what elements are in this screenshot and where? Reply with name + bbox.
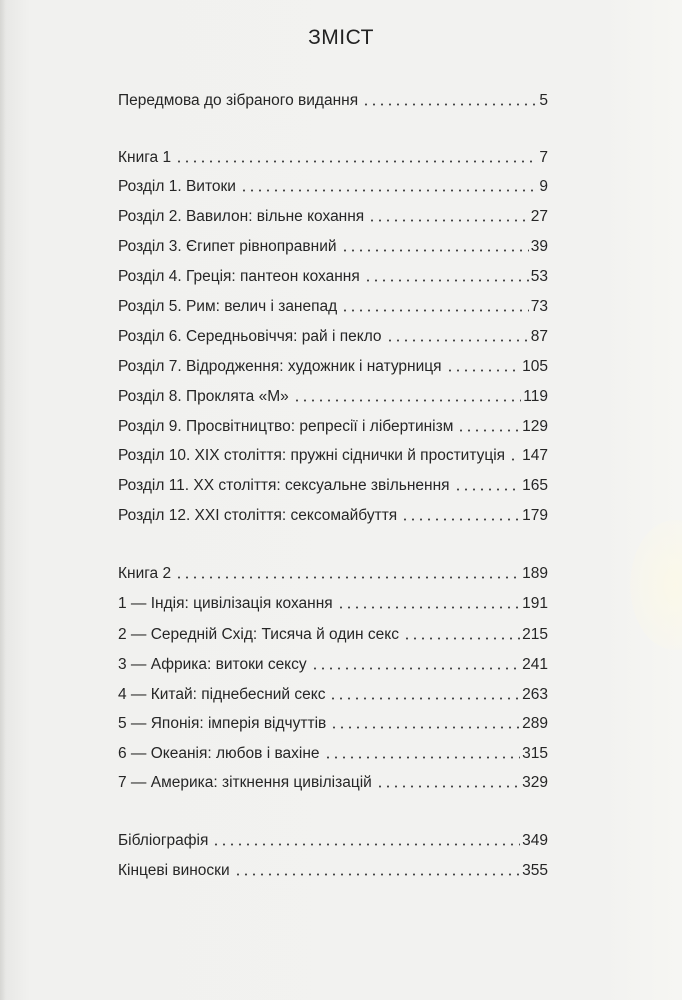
toc-entry-label: 3 — Африка: витоки сексу bbox=[118, 656, 307, 673]
dot-leader bbox=[509, 458, 520, 461]
toc-entry-label: 6 — Океанія: любов і вахіне bbox=[118, 745, 320, 762]
toc-entry-page: 53 bbox=[530, 268, 548, 285]
toc-entry bbox=[118, 294, 548, 316]
dot-leader bbox=[454, 488, 521, 491]
toc-entry bbox=[118, 741, 548, 763]
toc-entry bbox=[118, 384, 548, 406]
toc-entry-label: Розділ 12. XXI століття: сексомайбуття bbox=[118, 507, 398, 524]
dot-leader bbox=[457, 429, 520, 432]
dot-leader bbox=[386, 339, 529, 342]
toc-entry-label: 5 — Японія: імперія відчуттів bbox=[118, 715, 327, 732]
toc-entry-page: 7 bbox=[539, 149, 548, 166]
toc-entry-page: 87 bbox=[530, 328, 548, 345]
toc-entry bbox=[118, 770, 548, 792]
dot-leader bbox=[311, 667, 520, 670]
toc-entry-label: Розділ 8. Проклята «М» bbox=[118, 388, 289, 405]
dot-leader bbox=[234, 873, 521, 876]
toc-entry-label: Розділ 1. Витоки bbox=[118, 178, 236, 195]
toc-entry-label: Книга 2 bbox=[118, 565, 172, 582]
toc-entry-page: 147 bbox=[522, 447, 548, 464]
dot-leader bbox=[368, 219, 529, 222]
toc-entry-label: Розділ 6. Середньовіччя: рай і пекло bbox=[118, 328, 382, 345]
dot-leader bbox=[324, 756, 521, 759]
toc-entry-label: Книга 1 bbox=[118, 149, 172, 166]
toc-entry-page: 355 bbox=[522, 862, 548, 879]
dot-leader bbox=[446, 369, 521, 372]
toc-entry-page: 191 bbox=[522, 595, 548, 612]
dot-leader bbox=[212, 843, 520, 846]
toc-entry bbox=[118, 711, 548, 733]
toc-entry-page: 165 bbox=[522, 477, 548, 494]
toc-entry-page: 129 bbox=[522, 418, 548, 435]
dot-leader bbox=[401, 518, 520, 521]
dot-leader bbox=[293, 399, 522, 402]
toc-entry-page: 349 bbox=[522, 832, 548, 849]
toc-entry-label: 2 — Середній Схід: Тисяча й один секс bbox=[118, 626, 399, 643]
toc-entry bbox=[118, 234, 548, 256]
toc-entry bbox=[118, 591, 548, 613]
toc-entry bbox=[118, 858, 548, 880]
toc-entry bbox=[118, 561, 548, 583]
dot-leader bbox=[341, 249, 529, 252]
toc-entry-page: 39 bbox=[530, 238, 548, 255]
toc-entry-page: 27 bbox=[530, 208, 548, 225]
toc-entry bbox=[118, 682, 548, 704]
page-title: ЗМІСТ bbox=[308, 26, 374, 49]
toc-entry bbox=[118, 204, 548, 226]
toc-entry-page: 9 bbox=[539, 178, 548, 195]
dot-leader bbox=[329, 697, 520, 700]
toc-entry-label: Розділ 5. Рим: велич і занепад bbox=[118, 298, 338, 315]
toc-entry-page: 241 bbox=[522, 656, 548, 673]
dot-leader bbox=[175, 576, 520, 579]
dot-leader bbox=[364, 279, 529, 282]
toc-entry-label: 4 — Китай: піднебесний секс bbox=[118, 686, 326, 703]
dot-leader bbox=[240, 189, 537, 192]
toc-entry-label: 1 — Індія: цивілізація кохання bbox=[118, 595, 333, 612]
toc-entry-page: 73 bbox=[530, 298, 548, 315]
toc-entry bbox=[118, 354, 548, 376]
dot-leader bbox=[175, 160, 537, 163]
toc-entry-label: Розділ 10. XIX століття: пружні сіднички й проституція bbox=[118, 447, 506, 464]
toc-entry bbox=[118, 145, 548, 167]
toc-entry-label: Розділ 4. Греція: пантеон кохання bbox=[118, 268, 360, 285]
toc-entry-page: 179 bbox=[522, 507, 548, 524]
toc-entry-label: 7 — Америка: зіткнення цивілізацій bbox=[118, 774, 372, 791]
toc-entry-label: Розділ 9. Просвітництво: репресії і лібертинізм bbox=[118, 418, 454, 435]
dot-leader bbox=[403, 637, 520, 640]
toc-entry-label: Розділ 7. Відродження: художник і натурниця bbox=[118, 358, 442, 375]
toc-entry bbox=[118, 88, 548, 110]
toc-entry-page: 215 bbox=[522, 626, 548, 643]
dot-leader bbox=[341, 309, 529, 312]
toc-entry-page: 289 bbox=[522, 715, 548, 732]
toc-entry-label: Кінцеві виноски bbox=[118, 862, 230, 879]
toc-entry bbox=[118, 622, 548, 644]
dot-leader bbox=[337, 606, 520, 609]
dot-leader bbox=[376, 785, 520, 788]
toc-entry bbox=[118, 174, 548, 196]
toc-entry-label: Розділ 3. Єгипет рівноправний bbox=[118, 238, 337, 255]
toc-entry-page: 5 bbox=[539, 92, 548, 109]
toc-entry bbox=[118, 828, 548, 850]
toc-entry-label: Бібліографія bbox=[118, 832, 209, 849]
dot-leader bbox=[330, 726, 520, 729]
toc-entry bbox=[118, 652, 548, 674]
toc-entry bbox=[118, 264, 548, 286]
toc-entry-page: 189 bbox=[522, 565, 548, 582]
toc-entry bbox=[118, 443, 548, 465]
page-spine-shadow bbox=[0, 0, 6, 1000]
toc-entry bbox=[118, 473, 548, 495]
toc-entry-label: Розділ 2. Вавилон: вільне кохання bbox=[118, 208, 365, 225]
toc-entry bbox=[118, 503, 548, 525]
light-glare bbox=[630, 520, 682, 650]
toc-entry-page: 105 bbox=[522, 358, 548, 375]
toc-entry-label: Розділ 11. XX століття: сексуальне звільнення bbox=[118, 477, 450, 494]
toc-entry-page: 119 bbox=[523, 388, 548, 405]
toc-entry-page: 329 bbox=[522, 774, 548, 791]
toc-entry-page: 263 bbox=[522, 686, 548, 703]
toc-entry bbox=[118, 324, 548, 346]
toc-entry-page: 315 bbox=[522, 745, 548, 762]
toc-entry bbox=[118, 414, 548, 436]
dot-leader bbox=[362, 103, 537, 106]
toc-entry-label: Передмова до зібраного видання bbox=[118, 92, 359, 109]
